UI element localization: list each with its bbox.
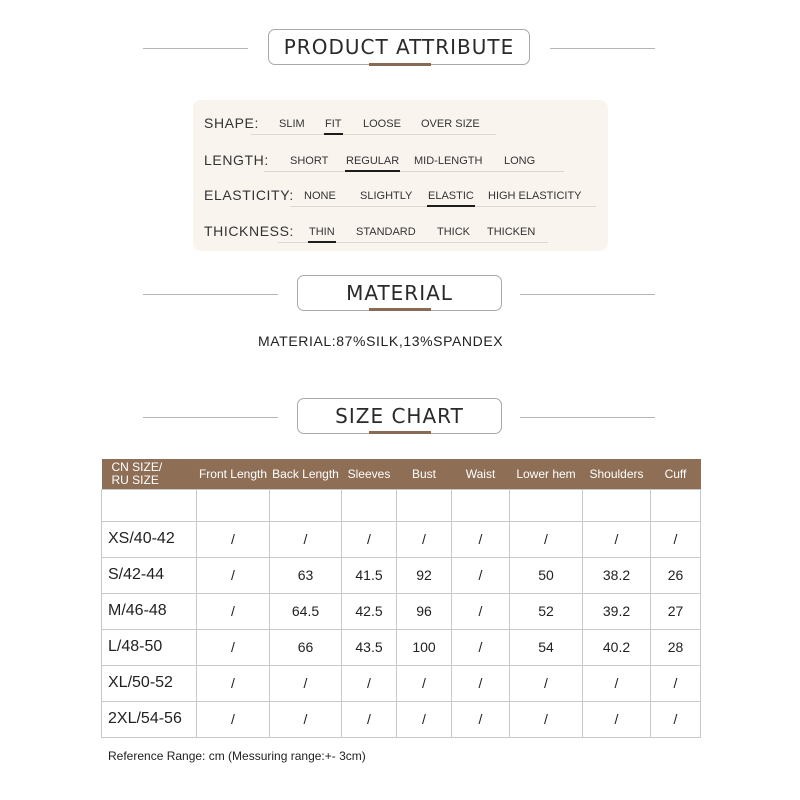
table-cell (270, 489, 342, 521)
table-cell: / (342, 521, 397, 557)
attribute-option: SHORT (290, 155, 329, 167)
product-attribute-header (0, 29, 800, 69)
attribute-label: SHAPE: (204, 115, 259, 131)
divider-right (520, 417, 655, 418)
table-cell: / (197, 665, 270, 701)
attribute-option: SLIGHTLY (360, 190, 413, 202)
column-header: Shoulders (583, 459, 651, 489)
table-cell: / (651, 701, 701, 737)
table-row (102, 489, 701, 521)
table-row (102, 593, 701, 629)
section-title-material (297, 275, 502, 311)
table-cell: / (197, 521, 270, 557)
table-cell (342, 489, 397, 521)
column-header: Waist (452, 459, 510, 489)
table-cell (197, 489, 270, 521)
attribute-underline (264, 171, 564, 172)
table-cell: / (397, 521, 452, 557)
table-cell: 63 (270, 557, 342, 593)
attribute-row (193, 107, 608, 135)
table-row (102, 701, 701, 737)
table-cell: 100 (397, 629, 452, 665)
table-cell: / (197, 593, 270, 629)
table-cell: 50 (510, 557, 583, 593)
table-cell: 43.5 (342, 629, 397, 665)
divider-right (550, 48, 655, 49)
table-cell (397, 489, 452, 521)
column-header: Back Length (270, 459, 342, 489)
table-cell: / (197, 701, 270, 737)
size-label-cell (102, 489, 197, 521)
table-cell: / (270, 701, 342, 737)
attribute-label: LENGTH: (204, 152, 269, 168)
table-cell: / (651, 521, 701, 557)
divider-right (520, 294, 655, 295)
section-title-product-attribute (268, 29, 530, 65)
table-cell: / (452, 521, 510, 557)
table-cell (583, 489, 651, 521)
table-cell: 41.5 (342, 557, 397, 593)
table-cell (510, 489, 583, 521)
title-accent (369, 431, 431, 434)
size-label-cell: 2XL/54-56 (102, 701, 197, 737)
table-cell: / (452, 629, 510, 665)
divider-left (143, 48, 248, 49)
attribute-row (193, 179, 608, 207)
attribute-option-selected: ELASTIC (428, 190, 474, 202)
column-header: Front Length (197, 459, 270, 489)
attribute-label: THICKNESS: (204, 223, 295, 239)
title-accent (369, 63, 431, 66)
size-chart-table (101, 459, 701, 738)
table-row (102, 521, 701, 557)
section-title-size-chart (297, 398, 502, 434)
attribute-option: SLIM (279, 118, 305, 130)
size-label-cell: XS/40-42 (102, 521, 197, 557)
table-cell: / (342, 701, 397, 737)
attribute-option: THICK (437, 226, 470, 238)
divider-left (143, 417, 278, 418)
section-title-text: SIZE CHART (335, 404, 464, 428)
table-row (102, 665, 701, 701)
size-label-cell: S/42-44 (102, 557, 197, 593)
title-accent (369, 308, 431, 311)
table-cell: / (510, 665, 583, 701)
table-cell: / (452, 557, 510, 593)
attribute-row (193, 215, 608, 243)
attribute-option: NONE (304, 190, 336, 202)
attribute-option: LOOSE (363, 118, 401, 130)
table-cell: / (452, 701, 510, 737)
attribute-label: ELASTICITY: (204, 187, 294, 203)
table-cell: / (583, 665, 651, 701)
column-header: Cuff (651, 459, 701, 489)
column-header: Lower hem (510, 459, 583, 489)
attribute-option: HIGH ELASTICITY (488, 190, 582, 202)
attribute-option: THICKEN (487, 226, 536, 238)
size-label-cell: M/46-48 (102, 593, 197, 629)
attribute-option: STANDARD (356, 226, 416, 238)
attribute-option-selected: THIN (309, 226, 335, 238)
table-cell: 26 (651, 557, 701, 593)
table-cell: / (452, 593, 510, 629)
table-cell: / (583, 521, 651, 557)
table-cell (651, 489, 701, 521)
section-title-text: PRODUCT ATTRIBUTE (283, 35, 515, 59)
table-cell: / (510, 521, 583, 557)
table-cell: / (270, 665, 342, 701)
size-label-cell: XL/50-52 (102, 665, 197, 701)
table-cell: / (397, 665, 452, 701)
table-cell: / (583, 701, 651, 737)
material-composition: MATERIAL:87%SILK,13%SPANDEX (258, 333, 504, 349)
table-cell: 96 (397, 593, 452, 629)
table-cell: / (270, 521, 342, 557)
column-header: Bust (397, 459, 452, 489)
table-row (102, 557, 701, 593)
table-cell: 28 (651, 629, 701, 665)
table-cell: / (197, 557, 270, 593)
table-cell: 52 (510, 593, 583, 629)
section-title-text: MATERIAL (346, 281, 453, 305)
divider-left (143, 294, 278, 295)
table-cell: 66 (270, 629, 342, 665)
table-cell: 64.5 (270, 593, 342, 629)
table-cell: / (510, 701, 583, 737)
size-label-cell: L/48-50 (102, 629, 197, 665)
table-row (102, 629, 701, 665)
table-cell: 42.5 (342, 593, 397, 629)
attribute-underline (251, 134, 496, 135)
table-cell: / (651, 665, 701, 701)
attribute-panel (193, 100, 608, 251)
table-cell: 27 (651, 593, 701, 629)
material-header (0, 275, 800, 315)
column-header: CN SIZE/ RU SIZE (102, 459, 197, 489)
table-cell: 92 (397, 557, 452, 593)
attribute-option: MID-LENGTH (414, 155, 483, 167)
attribute-option-selected: FIT (325, 118, 342, 130)
table-cell: / (197, 629, 270, 665)
table-cell: 54 (510, 629, 583, 665)
column-header: Sleeves (342, 459, 397, 489)
reference-note: Reference Range: cm (Messuring range:+- 3cm) (108, 749, 366, 763)
attribute-option-selected: REGULAR (346, 155, 400, 167)
attribute-option: OVER SIZE (421, 118, 480, 130)
table-cell: / (397, 701, 452, 737)
size-chart-header (0, 398, 800, 438)
table-cell: 38.2 (583, 557, 651, 593)
table-cell: / (452, 665, 510, 701)
table-cell: / (342, 665, 397, 701)
table-cell (452, 489, 510, 521)
attribute-row (193, 144, 608, 172)
table-cell: 40.2 (583, 629, 651, 665)
table-cell: 39.2 (583, 593, 651, 629)
table-header-row (102, 459, 701, 489)
attribute-option: LONG (504, 155, 536, 167)
